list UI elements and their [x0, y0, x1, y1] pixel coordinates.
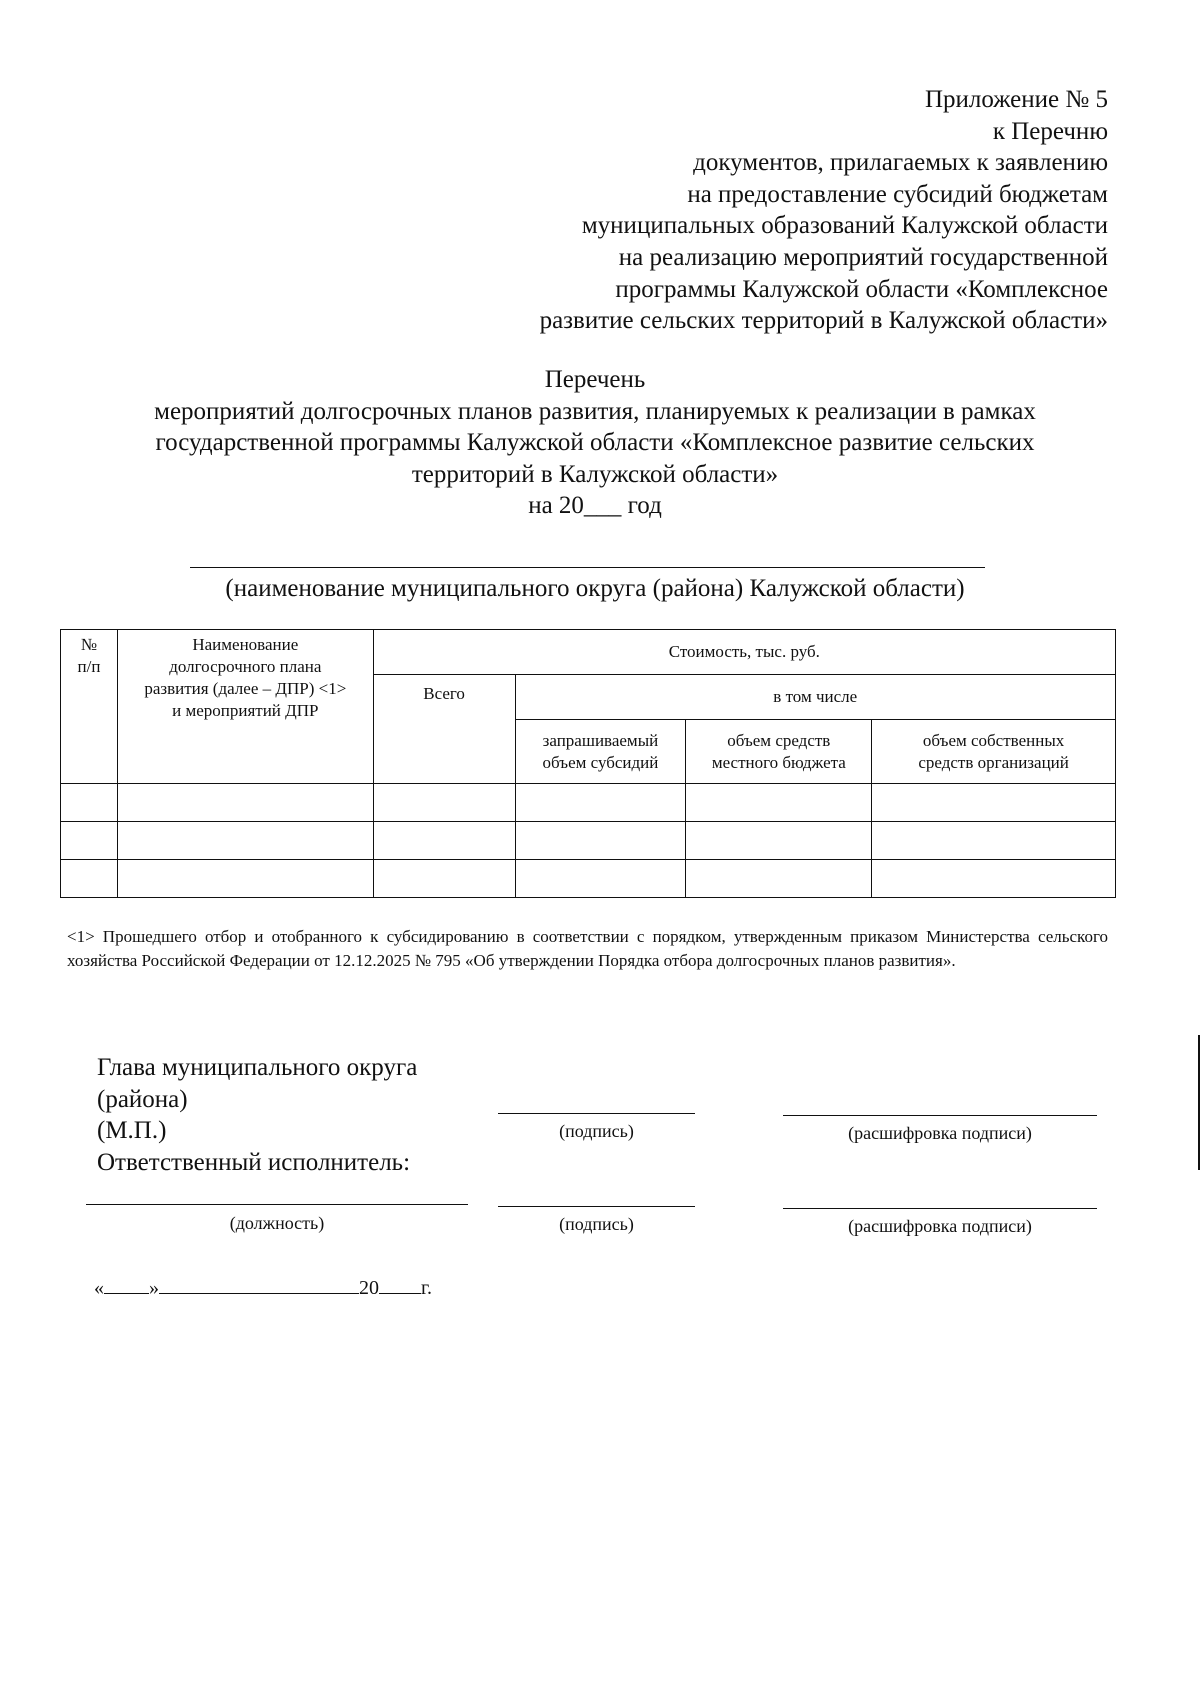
executor-decoding-line	[783, 1208, 1097, 1209]
header-local-budget: объем средств местного бюджета	[686, 720, 872, 784]
footnote: <1> Прошедшего отбор и отобранного к субсидированию в соответствии с порядком, утвержденным приказом Министерства сельского хозяйства Российской Федерации от 12.12.2025 № 795 «Об утверждении Порядка отбора долгосрочных планов развития».	[67, 927, 1108, 970]
appendix-header	[468, 84, 1108, 337]
table-cell[interactable]	[686, 784, 872, 822]
table-cell[interactable]	[515, 784, 686, 822]
table-cell[interactable]	[61, 860, 118, 898]
appendix-line: Приложение № 5	[924, 86, 1108, 113]
signatory-line: (района)	[97, 1085, 188, 1113]
head-signature-caption: (подпись)	[559, 1121, 634, 1141]
table-cell[interactable]	[117, 784, 373, 822]
appendix-line: программы Калужской области «Комплексное	[615, 275, 1108, 303]
head-decoding-caption: (расшифровка подписи)	[848, 1123, 1032, 1143]
title-line: на 20___ год	[528, 492, 662, 519]
header-total: Всего	[373, 675, 515, 784]
appendix-line: к Перечню	[992, 117, 1108, 145]
header-plan-name: Наименование долгосрочного плана развития (далее – ДПР) <1> и мероприятий ДПР	[117, 630, 373, 784]
table-cell[interactable]	[515, 822, 686, 860]
table-cell[interactable]	[117, 860, 373, 898]
signatory-line: Глава муниципального округа	[97, 1054, 418, 1081]
table-cell[interactable]	[373, 822, 515, 860]
date-open-quote: «	[94, 1277, 104, 1299]
month-blank[interactable]	[159, 1275, 359, 1294]
signatory-block	[97, 1052, 417, 1178]
date-close-quote: »	[149, 1277, 159, 1299]
year-blank[interactable]	[379, 1275, 421, 1294]
table-row	[61, 784, 1116, 822]
title-line: территорий в Калужской области»	[411, 460, 779, 488]
cost-table	[60, 629, 1116, 898]
title-line: мероприятий долгосрочных планов развития, планируемых к реализации в рамках	[154, 397, 1036, 425]
title-line: Перечень	[544, 366, 646, 393]
table-row	[61, 822, 1116, 860]
table-cell[interactable]	[872, 822, 1116, 860]
table-cell[interactable]	[61, 784, 118, 822]
header-number: № п/п	[61, 630, 118, 784]
appendix-line: на реализацию мероприятий государственной	[618, 243, 1108, 271]
date-line	[94, 1275, 432, 1300]
table-cell[interactable]	[515, 860, 686, 898]
appendix-line: муниципальных образований Калужской области	[581, 212, 1108, 240]
signatory-line: Ответственный исполнитель:	[97, 1148, 411, 1176]
header-cost: Стоимость, тыс. руб.	[373, 630, 1115, 675]
head-signature-line	[498, 1113, 695, 1114]
table-row	[61, 860, 1116, 898]
table-cell[interactable]	[61, 822, 118, 860]
executor-position-line	[86, 1204, 468, 1205]
year-prefix: 20	[359, 1277, 379, 1299]
table-cell[interactable]	[872, 784, 1116, 822]
title-line: государственной программы Калужской области «Комплексное развитие сельских	[155, 429, 1035, 456]
executor-signature-caption: (подпись)	[559, 1214, 634, 1234]
appendix-line: документов, прилагаемых к заявлению	[693, 149, 1108, 177]
header-subsidy: запрашиваемый объем субсидий	[515, 720, 686, 784]
appendix-line: развитие сельских территорий в Калужской области»	[539, 307, 1108, 335]
municipality-caption: (наименование муниципального округа (района) Калужской области)	[225, 575, 965, 602]
table-cell[interactable]	[872, 860, 1116, 898]
header-including: в том числе	[515, 675, 1116, 720]
appendix-line: на предоставление субсидий бюджетам	[687, 180, 1108, 208]
table-cell[interactable]	[686, 860, 872, 898]
executor-signature-line	[498, 1206, 695, 1207]
year-suffix: г.	[421, 1277, 432, 1299]
table-cell[interactable]	[373, 784, 515, 822]
day-blank[interactable]	[104, 1275, 149, 1294]
table-cell[interactable]	[686, 822, 872, 860]
head-decoding-line	[783, 1115, 1097, 1116]
table-cell[interactable]	[373, 860, 515, 898]
executor-position-caption: (должность)	[229, 1213, 325, 1233]
document-title	[100, 364, 1090, 522]
municipality-name-line	[190, 567, 985, 568]
executor-decoding-caption: (расшифровка подписи)	[848, 1216, 1032, 1236]
signatory-line: (М.П.)	[97, 1117, 167, 1145]
table-cell[interactable]	[117, 822, 373, 860]
header-own-funds: объем собственных средств организаций	[872, 720, 1116, 784]
